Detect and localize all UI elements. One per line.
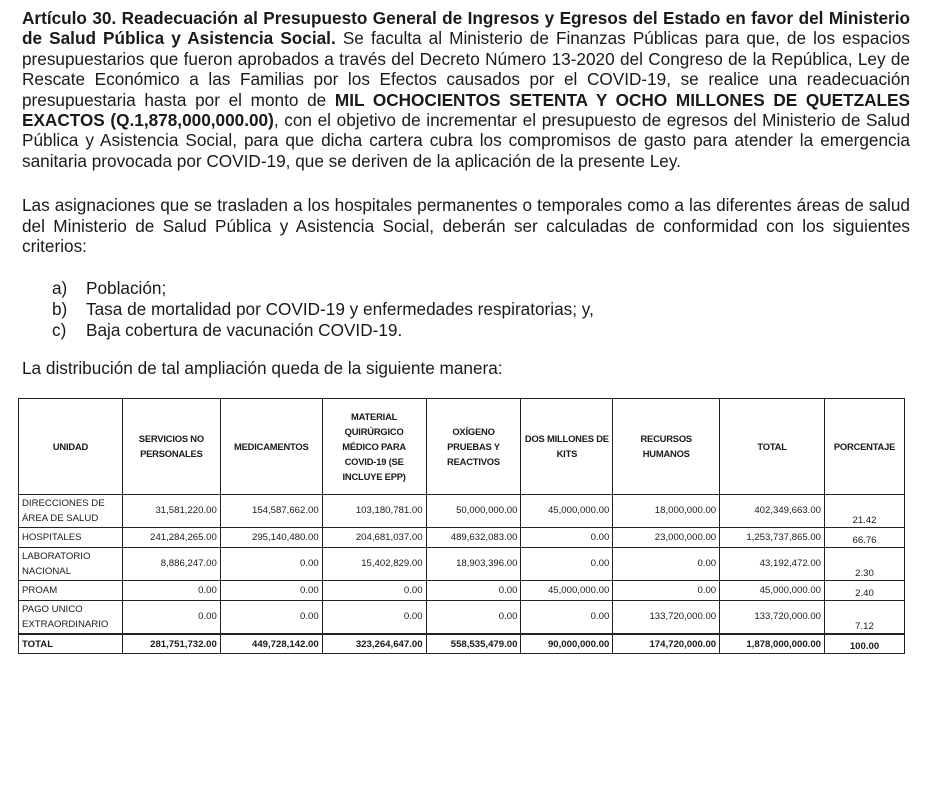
criteria-list	[52, 278, 910, 340]
header-cell: MATERIAL QUIRÚRGICO MÉDICO PARA COVID-19 (SE INCLUYE EPP)	[322, 398, 426, 494]
value-cell: 90,000,000.00	[521, 634, 613, 654]
distribution-intro: La distribución de tal ampliación queda de la siguiente manera:	[22, 358, 503, 379]
value-cell: 45,000,000.00	[521, 580, 613, 600]
value-cell: 154,587,662.00	[220, 494, 322, 527]
criteria-item	[52, 320, 910, 341]
article-amount: MIL OCHOCIENTOS SETENTA Y OCHO MILLONES DE QUETZALES EXACTOS (Q.1,878,000,000.00)	[22, 89, 910, 131]
total-cell: 133,720,000.00	[720, 600, 825, 634]
table-row	[19, 600, 905, 634]
total-cell: 45,000,000.00	[720, 580, 825, 600]
total-cell: 1,253,737,865.00	[720, 527, 825, 547]
value-cell: 0.00	[426, 600, 521, 634]
total-cell: 402,349,663.00	[720, 494, 825, 527]
value-cell: 0.00	[521, 600, 613, 634]
percentage-cell: 100.00	[825, 634, 905, 654]
value-cell: 0.00	[122, 580, 220, 600]
percentage-cell: 66.76	[825, 527, 905, 547]
article-title: Artículo 30. Readecuación al Presupuesto General de Ingresos y Egresos del Estado en favor del Ministerio de Salud Pública y Asistencia Social.	[22, 8, 910, 49]
assignments-paragraph: Las asignaciones que se trasladen a los hospitales permanentes o temporales como a las diferentes áreas de salud del Ministerio de Salud Pública y Asistencia Social, deberán ser calculadas de conformidad con los siguientes criterios:	[22, 195, 910, 257]
criteria-marker: c)	[52, 319, 67, 340]
article-body-1: Se faculta al Ministerio de Finanzas Públicas para que, de los espacios presupuestarios que fueron aprobados a través del Decreto Número 13-2020 del Congreso de la República, Ley de Rescate Económico a las Familias por los Efectos causados por el COVID-19, se realice una readecuación presupuestaria hasta por el monto de	[22, 28, 911, 110]
value-cell: 0.00	[521, 547, 613, 580]
percentage-cell: 2.40	[825, 580, 905, 600]
article-30-paragraph	[22, 8, 910, 171]
header-cell: UNIDAD	[19, 398, 123, 494]
percentage-cell: 21.42	[825, 494, 905, 527]
value-cell: 103,180,781.00	[322, 494, 426, 527]
value-cell: 0.00	[220, 580, 322, 600]
header-cell: OXÍGENO PRUEBAS Y REACTIVOS	[426, 398, 521, 494]
value-cell: 23,000,000.00	[613, 527, 720, 547]
percentage-cell: 7.12	[825, 600, 905, 634]
article-body-2: , con el objetivo de incrementar el presupuesto de egresos del Ministerio de Salud Pública y Asistencia Social, para que dicha cartera cubra los compromisos de gasto para atender la emergencia sanitaria provocada por COVID-19, que se deriven de la aplicación de la presente Ley.	[22, 110, 911, 171]
value-cell: 31,581,220.00	[122, 494, 220, 527]
value-cell: 204,681,037.00	[322, 527, 426, 547]
unit-cell: PAGO UNICO EXTRAORDINARIO	[19, 600, 123, 634]
value-cell: 489,632,083.00	[426, 527, 521, 547]
header-cell: MEDICAMENTOS	[220, 398, 322, 494]
header-cell: RECURSOS HUMANOS	[613, 398, 720, 494]
value-cell: 281,751,732.00	[122, 634, 220, 654]
unit-cell: TOTAL	[19, 634, 123, 654]
table-total-row	[19, 634, 905, 654]
criteria-marker: b)	[52, 299, 68, 320]
value-cell: 0.00	[521, 527, 613, 547]
total-cell: 1,878,000,000.00	[720, 634, 825, 654]
unit-cell: PROAM	[19, 580, 123, 600]
value-cell: 0.00	[613, 580, 720, 600]
document-page	[22, 8, 910, 654]
criteria-text: Baja cobertura de vacunación COVID-19.	[86, 319, 403, 340]
value-cell: 449,728,142.00	[220, 634, 322, 654]
value-cell: 0.00	[220, 547, 322, 580]
value-cell: 18,903,396.00	[426, 547, 521, 580]
value-cell: 0.00	[220, 600, 322, 634]
value-cell: 295,140,480.00	[220, 527, 322, 547]
header-cell: DOS MILLONES DE KITS	[521, 398, 613, 494]
value-cell: 0.00	[122, 600, 220, 634]
percentage-cell: 2.30	[825, 547, 905, 580]
value-cell: 241,284,265.00	[122, 527, 220, 547]
table-header-row	[19, 398, 905, 494]
unit-cell: LABORATORIO NACIONAL	[19, 547, 123, 580]
value-cell: 174,720,000.00	[613, 634, 720, 654]
header-cell: PORCENTAJE	[825, 398, 905, 494]
criteria-item	[52, 278, 910, 299]
value-cell: 0.00	[426, 580, 521, 600]
value-cell: 45,000,000.00	[521, 494, 613, 527]
value-cell: 50,000,000.00	[426, 494, 521, 527]
criteria-text: Población;	[86, 278, 167, 299]
distribution-table	[18, 398, 905, 655]
value-cell: 558,535,479.00	[426, 634, 521, 654]
header-cell: TOTAL	[720, 398, 825, 494]
table-row	[19, 580, 905, 600]
criteria-text: Tasa de mortalidad por COVID-19 y enfermedades respiratorias; y,	[86, 299, 594, 320]
value-cell: 323,264,647.00	[322, 634, 426, 654]
value-cell: 0.00	[322, 580, 426, 600]
value-cell: 0.00	[613, 547, 720, 580]
value-cell: 133,720,000.00	[613, 600, 720, 634]
criteria-marker: a)	[52, 278, 68, 299]
value-cell: 0.00	[322, 600, 426, 634]
value-cell: 18,000,000.00	[613, 494, 720, 527]
criteria-item	[52, 299, 910, 320]
table-row	[19, 494, 905, 527]
value-cell: 8,886,247.00	[122, 547, 220, 580]
header-cell: SERVICIOS NO PERSONALES	[122, 398, 220, 494]
table-row	[19, 547, 905, 580]
total-cell: 43,192,472.00	[720, 547, 825, 580]
unit-cell: DIRECCIONES DE ÁREA DE SALUD	[19, 494, 123, 527]
table-row	[19, 527, 905, 547]
value-cell: 15,402,829.00	[322, 547, 426, 580]
unit-cell: HOSPITALES	[19, 527, 123, 547]
